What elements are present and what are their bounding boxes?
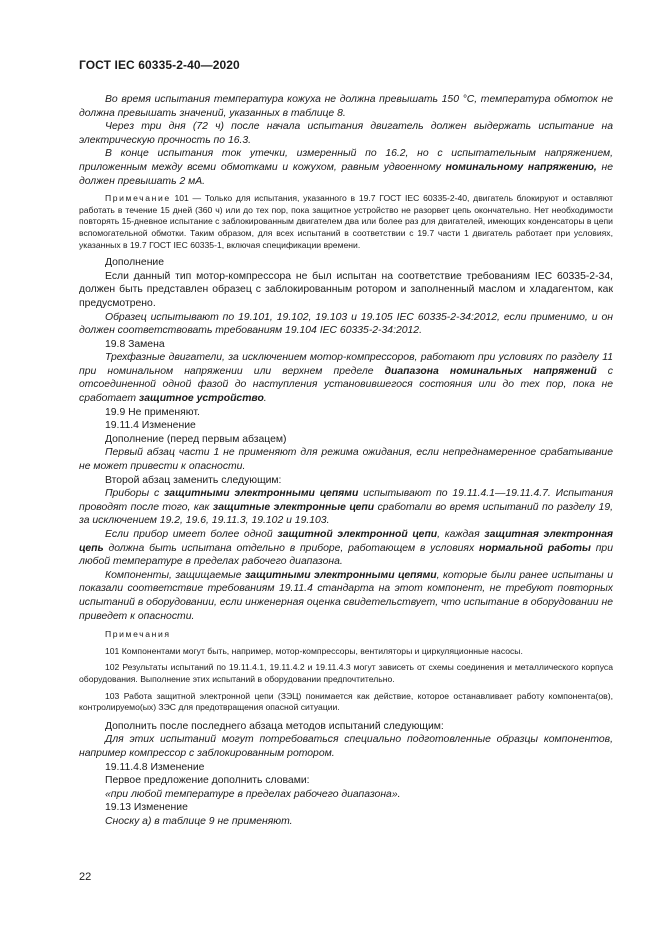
paragraph-leakage-current: В конце испытания ток утечки, измеренный по 16.2, но с испытательным напряжением, приложенным между всеми обмотками и кожухом, равным удвоенному номинальному напряжению, не должен превышать 2 мА.	[79, 148, 613, 187]
note-101: Примечание 101 — Только для испытания, указанного в 19.7 ГОСТ IEC 60335-2-40, двигатель блокируют и оставляют работать в течение 15 дней (360 ч) или до тех пор, пока защитное устройство не разорвет цепь окончательно. Нет необходимости повторять 15-дневное испытание с заблокированным двигателем два или более раз для двигателей, имеющих конденсаторы в цепи вспомогательной обмотки. Таким образом, для всех испытаний в соответствии с 19.7 части 1 двигатель работает при условиях, указанных в 19.7 ГОСТ IEC 60335-1, включая спецификации времени.	[79, 193, 613, 250]
note-item-102: 102 Результаты испытаний по 19.11.4.1, 19.11.4.2 и 19.11.4.3 могут зависеть от схемы соединения и металлического корпуса оборудования. Выполнение этих испытаний в оборудовании предпочтительно.	[79, 662, 613, 684]
section-19-8: 19.8 Замена	[105, 338, 165, 350]
paragraph-special-samples: Для этих испытаний могут потребоваться специально подготовленные образцы компонентов, например компрессор с заблокированным ротором.	[79, 734, 613, 759]
paragraph-protective-circuits: Приборы с защитными электронными цепями испытывают по 19.11.4.1—19.11.4.7. Испытания проводят после того, как защитные электронные цепи сработали во время испытаний по разделу 19, за исключением 19.2, 19.6, 19.11.3, 19.102 и 19.103.	[79, 488, 613, 527]
note-item-103: 103 Работа защитной электронной цепи (ЗЭЦ) понимается как действие, которое останавливает работу компонента(ов), контролируемо(ых) ЗЭС для предотвращения опасной ситуации.	[79, 690, 613, 713]
section-19-11-4: 19.11.4 Изменение	[105, 420, 196, 432]
section-19-11-4-8: 19.11.4.8 Изменение	[105, 761, 205, 773]
paragraph-replace-second: Второй абзац заменить следующим:	[105, 474, 282, 486]
paragraph-three-phase-motors: Трехфазные двигатели, за исключением мотор-компрессоров, работают при условиях по разделу 11 при номинальном напряжении или верхнем пределе диапазона номинальных напряжений с отсоединенной одной фазой до наступления установившегося состояния или до тех пор, пока не сработает защитное устройство.	[79, 352, 613, 405]
paragraph-electric-strength: Через три дня (72 ч) после начала испытания двигатель должен выдержать испытание на электрическую прочность по 16.3.	[79, 121, 613, 146]
section-19-9: 19.9 Не применяют.	[105, 406, 200, 418]
paragraph-quote: «при любой температуре в пределах рабочего диапазона».	[105, 788, 401, 800]
note-label: Примечание	[105, 193, 171, 204]
notes-heading: Примечания	[105, 629, 171, 640]
paragraph-add-after-last: Дополнить после последнего абзаца методов испытаний следующим:	[105, 720, 444, 732]
paragraph-components: Компоненты, защищаемые защитными электронными цепями, которые были ранее испытаны и показали соответствие требованиям 19.11.4 стандарта на этот компонент, не требуют повторных испытаний в оборудовании, если инженерная оценка свидетельствует, что испытание в оборудовании не приведет к опасности.	[79, 569, 613, 622]
section-19-13: 19.13 Изменение	[105, 802, 188, 814]
paragraph-casing-temperature: Во время испытания температура кожуха не должна превышать 150 °С, температура обмоток не должна превышать значений, указанных в таблице 8.	[79, 94, 613, 119]
paragraph-sample-tests: Образец испытывают по 19.101, 19.102, 19.103 и 19.105 IEC 60335-2-34:2012, если применимо, и он должен соответствовать требованиям 19.104 IEC 60335-2-34:2012.	[79, 311, 613, 337]
paragraph-footnote: Сноску а) в таблице 9 не применяют.	[105, 815, 293, 827]
note-item-101: 101 Компонентами могут быть, например, мотор-компрессоры, вентиляторы и циркуляционные насосы.	[105, 645, 523, 656]
document-header: ГОСТ IEC 60335-2-40—2020	[79, 58, 240, 72]
addition-before-first-paragraph: Дополнение (перед первым абзацем)	[105, 433, 287, 445]
addition-heading: Дополнение	[105, 257, 165, 269]
document-body	[79, 93, 613, 828]
paragraph-motor-compressor: Если данный тип мотор-компрессора не был испытан на соответствие требованиям IEC 60335-2-34, должен быть представлен образец с заблокированным ротором и заполненный маслом и хладагентом, как предусмотрено.	[79, 270, 613, 309]
paragraph-first-sentence: Первое предложение дополнить словами:	[105, 775, 310, 787]
paragraph-multiple-circuits: Если прибор имеет более одной защитной электронной цепи, каждая защитная электронная цепь должна быть испытана отдельно в приборе, работающем в условиях нормальной работы при любой температуре в пределах рабочего диапазона.	[79, 529, 613, 568]
page-number: 22	[79, 871, 92, 883]
paragraph-standby-mode: Первый абзац части 1 не применяют для режима ожидания, если непреднамеренное срабатывание не может привести к опасности.	[79, 447, 613, 473]
